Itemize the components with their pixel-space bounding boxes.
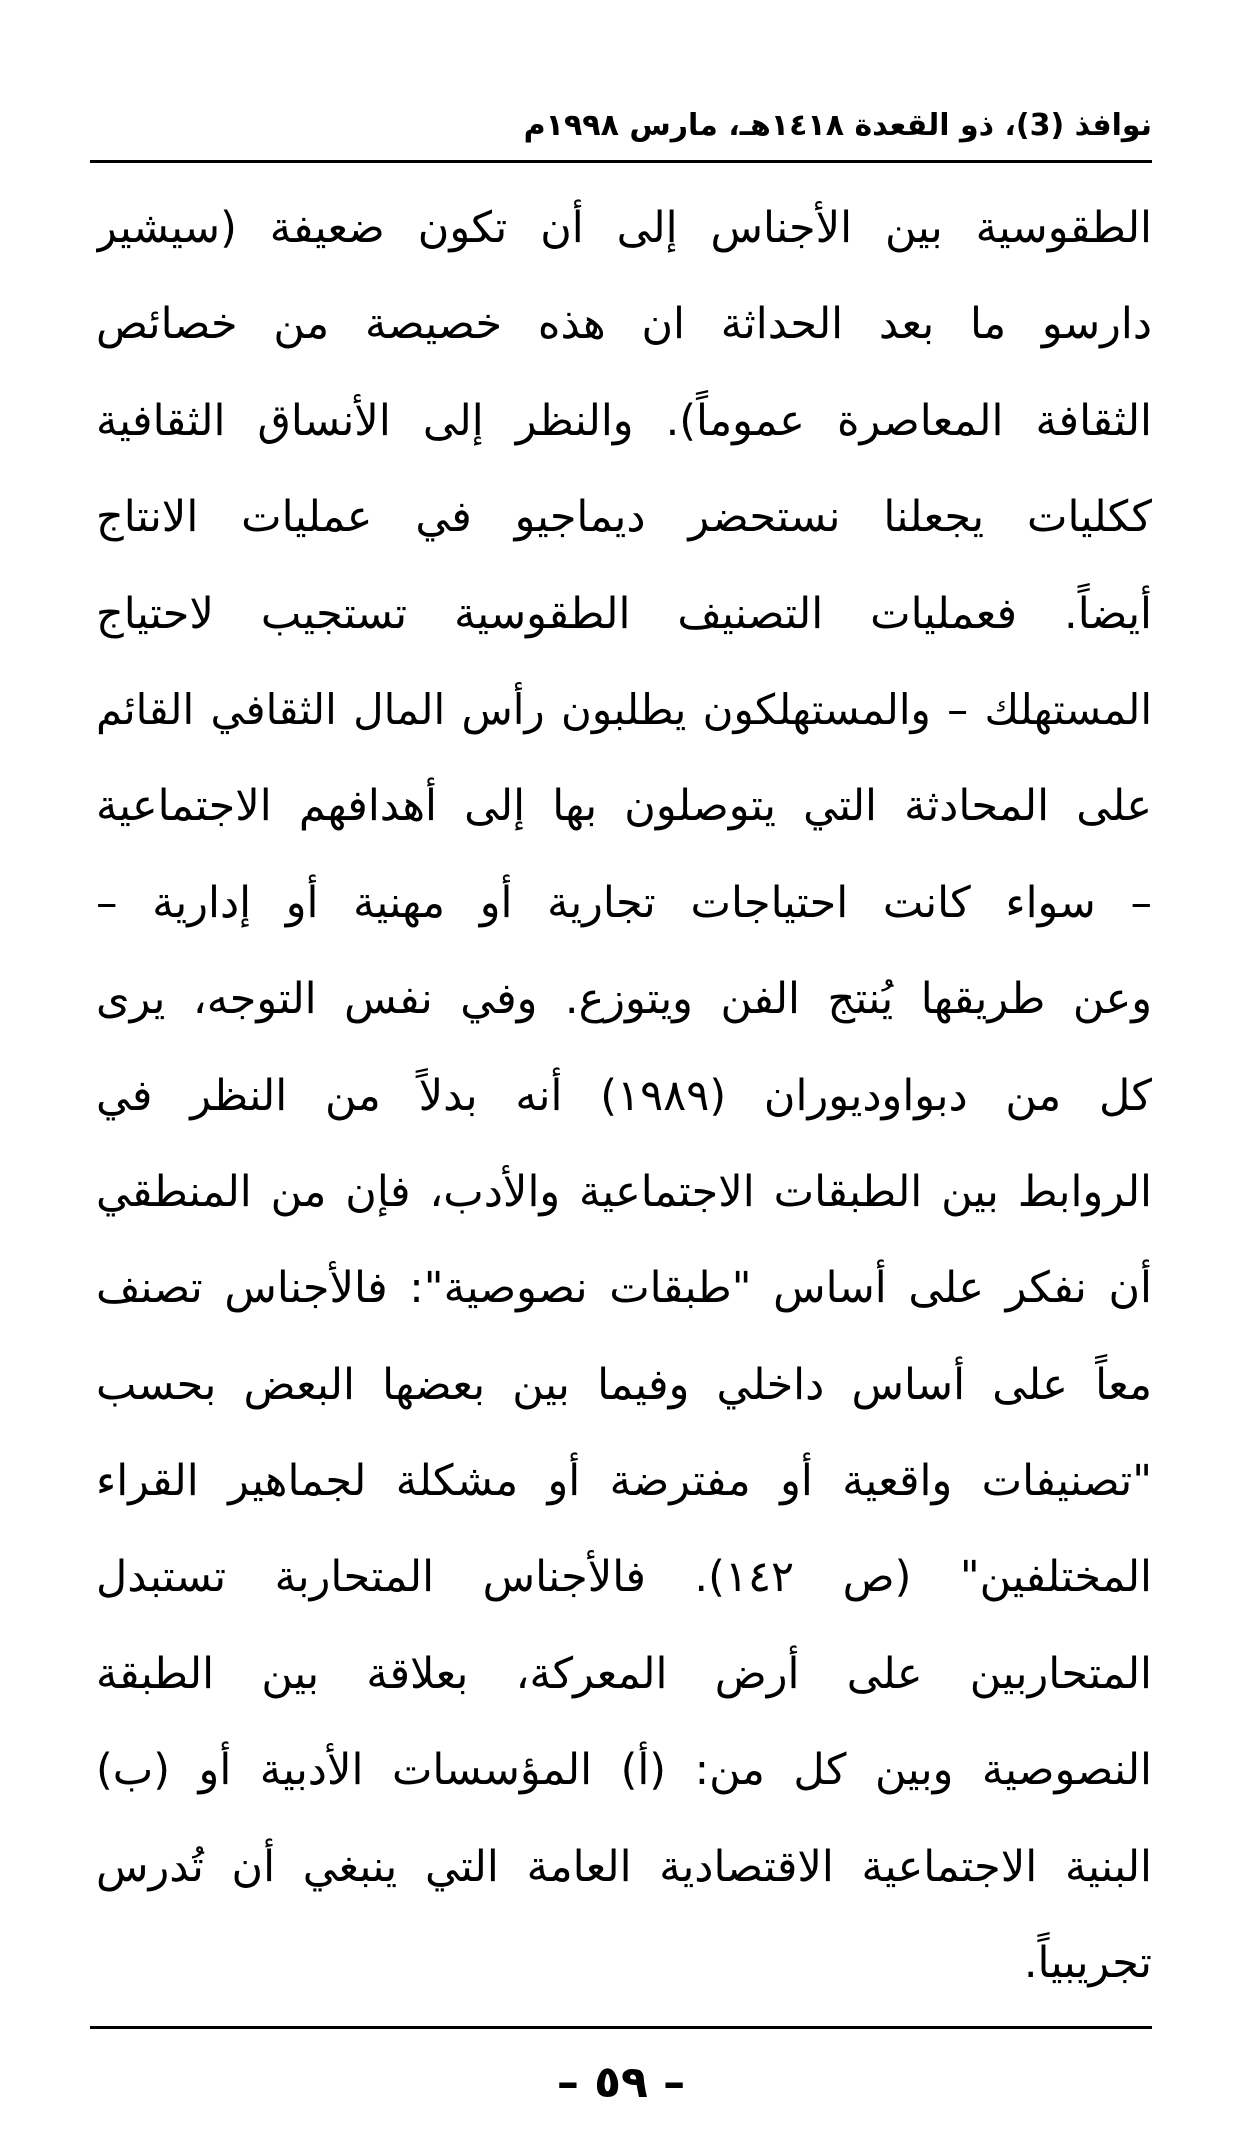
text-line: الروابط بين الطبقات الاجتماعية والأدب، فإن من المنطقي bbox=[96, 1166, 1152, 1217]
body-text bbox=[96, 197, 1152, 2028]
page-number: – ٥٩ – bbox=[556, 2057, 686, 2108]
text-line: المستهلك – والمستهلكون يطلبون رأس المال الثقافي القائم bbox=[96, 684, 1152, 734]
text-line: أيضاً. فعمليات التصنيف الطقوسية تستجيب لاحتياج bbox=[96, 588, 1152, 639]
running-header: نوافذ (3)، ذو القعدة ١٤١٨هـ، مارس ١٩٩٨م bbox=[523, 108, 1152, 143]
text-line: "تصنيفات واقعية أو مفترضة أو مشكلة لجماهير القراء bbox=[96, 1456, 1152, 1507]
text-line: ككليات يجعلنا نستحضر ديماجيو في عمليات الانتاج bbox=[96, 492, 1152, 543]
text-line: أن نفكر على أساس "طبقات نصوصية": فالأجناس تصنف bbox=[96, 1263, 1152, 1314]
text-line: على المحادثة التي يتوصلون بها إلى أهدافهم الاجتماعية bbox=[96, 781, 1152, 832]
text-line: الثقافة المعاصرة عموماً). والنظر إلى الأنساق الثقافية bbox=[96, 395, 1152, 446]
text-line: – سواء كانت احتياجات تجارية أو مهنية أو إدارية – bbox=[96, 877, 1152, 928]
text-line: كل من دبواوديوران (١٩٨٩) أنه بدلاً من النظر في bbox=[96, 1070, 1152, 1121]
text-line: البنية الاجتماعية الاقتصادية العامة التي ينبغي أن تُدرس bbox=[96, 1841, 1152, 1892]
text-line: النصوصية وبين كل من: (أ) المؤسسات الأدبية أو (ب) bbox=[96, 1745, 1152, 1796]
header-rule bbox=[90, 160, 1152, 163]
text-line: المختلفين" (ص ١٤٢). فالأجناس المتحاربة تستبدل bbox=[96, 1552, 1152, 1603]
text-line: الطقوسية بين الأجناس إلى أن تكون ضعيفة (سيشير bbox=[96, 203, 1152, 253]
text-line: تجريبياً. bbox=[1023, 1938, 1152, 1989]
text-line: معاً على أساس داخلي وفيما بين بعضها البعض بحسب bbox=[96, 1359, 1152, 1410]
text-line: وعن طريقها يُنتج الفن ويتوزع. وفي نفس التوجه، يرى bbox=[96, 974, 1152, 1025]
text-line: دارسو ما بعد الحداثة ان هذه خصيصة من خصائص bbox=[96, 299, 1152, 350]
text-line: المتحاربين على أرض المعركة، بعلاقة بين الطبقة bbox=[96, 1648, 1152, 1699]
footer-rule bbox=[90, 2026, 1152, 2029]
